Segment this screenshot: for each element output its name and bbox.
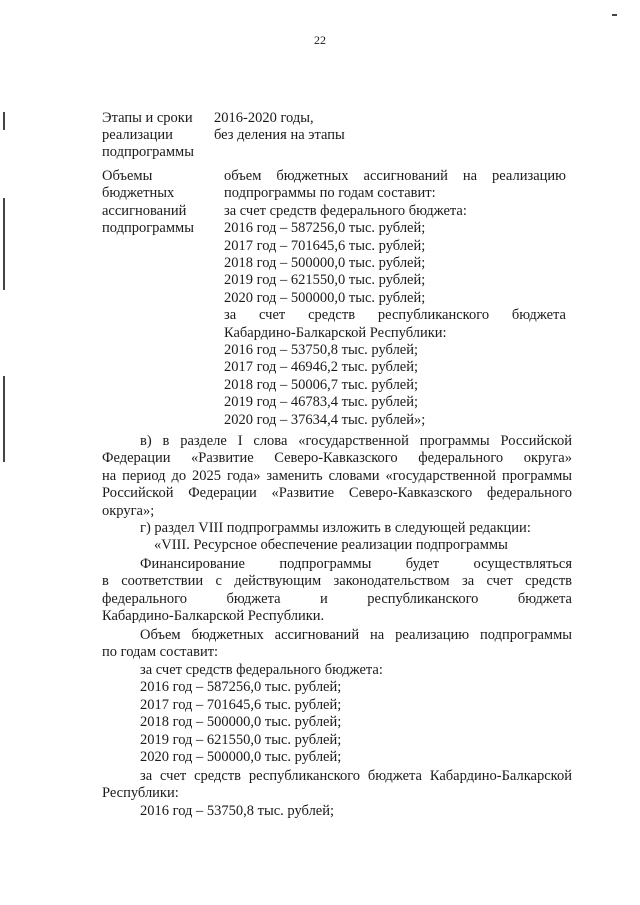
list-heading: Республики:	[102, 785, 179, 802]
value-line: 2019 год – 46783,4 тыс. рублей;	[224, 394, 419, 411]
value-line: 2016-2020 годы,	[214, 110, 314, 126]
value-line: без деления на этапы	[214, 127, 345, 144]
label-line: ассигнований	[102, 202, 187, 219]
republic-funding-list	[102, 768, 572, 820]
scan-mark	[612, 14, 617, 16]
text-line: в соответствии с действующим законодательством за счет средств	[102, 573, 572, 590]
financing-paragraph	[102, 556, 572, 626]
value-line: 2016 год – 587256,0 тыс. рублей;	[224, 220, 426, 237]
list-item: 2020 год – 500000,0 тыс. рублей;	[140, 749, 342, 766]
list-heading: за счет средств федерального бюджета:	[140, 662, 383, 678]
text-line: федерального бюджета и республиканского бюджета	[102, 590, 572, 607]
value-line: объем бюджетных ассигнований на реализацию	[224, 168, 566, 184]
federal-funding-list	[102, 662, 572, 766]
value-line: 2019 год – 621550,0 тыс. рублей;	[224, 272, 426, 289]
list-item: 2017 год – 701645,6 тыс. рублей;	[140, 696, 342, 713]
scan-mark	[3, 198, 5, 290]
label-line: подпрограммы	[102, 220, 194, 237]
text-line: по годам составит:	[102, 644, 219, 661]
label-line: Этапы и сроки	[102, 110, 193, 126]
text-line: Федерации «Развитие Северо-Кавказского федерального округа»	[102, 450, 572, 467]
scan-mark	[3, 376, 5, 462]
label-line: реализации	[102, 127, 173, 143]
page-number: 22	[314, 33, 326, 47]
value-line: 2020 год – 37634,4 тыс. рублей»;	[224, 411, 426, 428]
label-line: бюджетных	[102, 185, 175, 202]
text-line: г) раздел VIII подпрограммы изложить в следующей редакции:	[140, 520, 531, 536]
row-value	[214, 110, 556, 145]
text-line: Российской Федерации «Развитие Северо-Кавказского федерального	[102, 485, 572, 502]
item-v-paragraph	[102, 433, 572, 520]
row-label	[102, 168, 194, 238]
value-line: 2017 год – 46946,2 тыс. рублей;	[224, 359, 419, 376]
volume-paragraph	[102, 627, 572, 662]
row-label	[102, 110, 194, 161]
text-line: Финансирование подпрограммы будет осуществляться	[140, 556, 572, 572]
list-item: 2018 год – 500000,0 тыс. рублей;	[140, 714, 342, 731]
text-line: Кабардино-Балкарской Республики.	[102, 608, 325, 625]
item-g-paragraph	[102, 520, 572, 555]
row-value	[224, 168, 566, 429]
text-line: на период до 2025 года» заменить словами «государственной программы	[102, 467, 572, 484]
value-line: за счет средств республиканского бюджета	[224, 307, 566, 324]
value-line: 2016 год – 53750,8 тыс. рублей;	[224, 342, 419, 359]
text-line: в) в разделе I слова «государственной программы Российской	[140, 433, 572, 449]
scan-mark	[3, 112, 5, 130]
value-line: 2017 год – 701645,6 тыс. рублей;	[224, 237, 426, 254]
text-line: округа»;	[102, 502, 155, 519]
section-title: «VIII. Ресурсное обеспечение реализации подпрограммы	[154, 537, 508, 554]
value-line: 2020 год – 500000,0 тыс. рублей;	[224, 289, 426, 306]
list-item: 2016 год – 53750,8 тыс. рублей;	[140, 802, 335, 819]
list-item: 2019 год – 621550,0 тыс. рублей;	[140, 731, 342, 748]
value-line: Кабардино-Балкарской Республики:	[224, 324, 447, 341]
label-line: Объемы	[102, 168, 153, 184]
label-line: подпрограммы	[102, 144, 194, 160]
list-item: 2016 год – 587256,0 тыс. рублей;	[140, 679, 342, 696]
text-line: Объем бюджетных ассигнований на реализацию подпрограммы	[140, 627, 572, 643]
value-line: подпрограммы по годам составит:	[224, 185, 436, 202]
list-heading: за счет средств республиканского бюджета Кабардино-Балкарской	[140, 768, 572, 784]
value-line: 2018 год – 500000,0 тыс. рублей;	[224, 255, 426, 272]
value-line: за счет средств федерального бюджета:	[224, 202, 467, 219]
value-line: 2018 год – 50006,7 тыс. рублей;	[224, 376, 419, 393]
